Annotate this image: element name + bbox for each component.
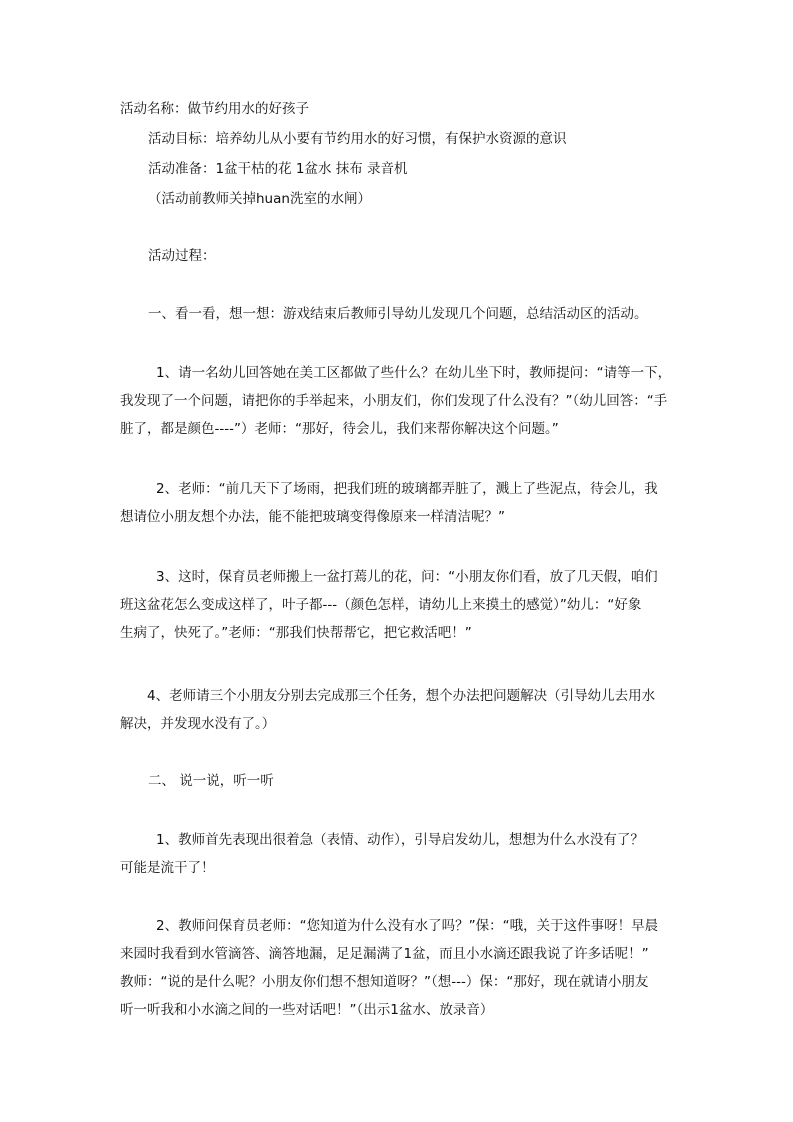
section2-item-1: 1、教师首先表现出很着急（表情、动作），引导启发幼儿，想想为什么水没有了？ 可能是流干了！ bbox=[120, 832, 644, 876]
section1-item-4: 4、老师请三个小朋友分别去完成那三个任务，想个办法把问题解决（引导幼儿去用水 解决，并发现水没有了。） bbox=[120, 688, 656, 732]
section1-heading: 一、看一看，想一想：游戏结束后教师引导幼儿发现几个问题，总结活动区的活动。 bbox=[148, 306, 648, 322]
section1-item-3: 3、这时，保育员老师搬上一盆打蔫儿的花，问：“小朋友你们看，放了几天假，咱们 班这盆花怎么变成这样了，叶子都---（颜色怎样，请幼儿上来摸土的感觉）”幼儿：“好象 生病了，快死了。”老师：“那我们快帮帮它，把它救活吧！” bbox=[120, 569, 658, 641]
section2-heading: 二、 说一说，听一听 bbox=[148, 773, 274, 789]
section1-item-2: 2、老师：“前几天下了场雨，把我们班的玻璃都弄脏了，溅上了些泥点，待会儿，我 想请位小朋友想个办法，能不能把玻璃变得像原来一样清洁呢？” bbox=[120, 481, 658, 525]
process-heading: 活动过程： bbox=[148, 248, 216, 264]
activity-prep: 活动准备：1盆干枯的花 1盆水 抹布 录音机 bbox=[148, 161, 408, 177]
prep-note: （活动前教师关掉huan洗室的水闸） bbox=[148, 191, 371, 207]
activity-goal: 活动目标：培养幼儿从小要有节约用水的好习惯，有保护水资源的意识 bbox=[148, 131, 567, 147]
section1-item-1: 1、请一名幼儿回答她在美工区都做了些什么？在幼儿坐下时，教师提问：“请等一下， 我发现了一个问题，请把你的手举起来，小朋友们，你们发现了什么没有？”（幼儿回答：“手 脏了，都是颜色----”）老师：“那好，待会儿，我们来帮你解决这个问题。” bbox=[120, 365, 672, 437]
activity-name: 活动名称：做节约用水的好孩子 bbox=[120, 101, 309, 117]
section2-item-2: 2、教师问保育员老师：“您知道为什么没有水了吗？”保：“哦，关于这件事呀！早晨 来园时我看到水管滴答、滴答地漏，足足漏满了1盆，而且小水滴还跟我说了许多话呢！” 教师：“说的是什么呢？小朋友你们想不想知道呀？”（想---）保：“那好，现在就请小朋友 听一听我和小水滴之间的一些对话吧！”（出示1盆水、放录音） bbox=[120, 918, 659, 1018]
